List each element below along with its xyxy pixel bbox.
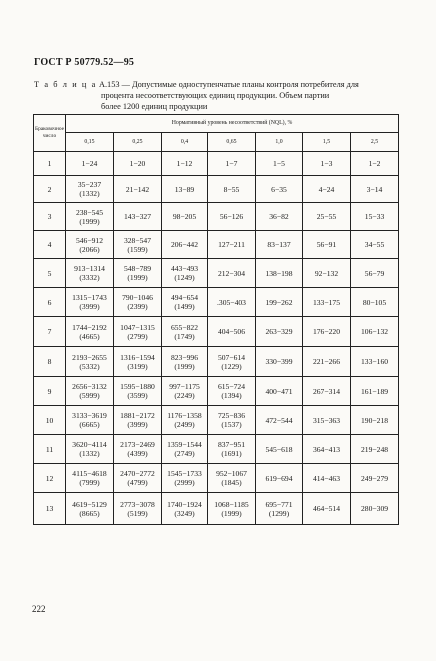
nql-level-cell: 0,65 — [208, 133, 256, 152]
plan-cell — [208, 317, 256, 347]
sample-size-range: 98−205 — [172, 212, 197, 221]
sample-size-range: 823−996 — [170, 352, 199, 362]
sample-size-range: 3−14 — [366, 184, 383, 194]
lot-size-limit: (1332) — [79, 449, 100, 458]
plan-cell — [66, 288, 114, 317]
plan-cell — [162, 203, 208, 231]
plan-cell — [303, 347, 351, 377]
sample-size-range: 56−91 — [316, 240, 337, 249]
sample-size-range: 695−771 — [265, 499, 293, 509]
plan-cell — [114, 435, 162, 464]
sample-size-range: 127−211 — [218, 240, 245, 249]
plan-cell — [162, 464, 208, 493]
nql-level-cell: 1,5 — [303, 133, 351, 152]
table-row — [34, 203, 399, 231]
plan-cell — [66, 203, 114, 231]
plan-cell — [256, 464, 303, 493]
lot-size-limit: (1749) — [174, 331, 195, 341]
lot-size-limit: (3332) — [79, 273, 100, 282]
lot-size-limit: (1999) — [221, 508, 242, 518]
table-row — [34, 435, 399, 464]
plan-cell — [162, 347, 208, 377]
plan-cell — [351, 317, 399, 347]
nql-level-cell: 0,25 — [114, 133, 162, 152]
sample-size-range: 400−471 — [265, 386, 293, 396]
lot-size-limit: (6665) — [79, 420, 100, 429]
sample-size-range: 56−79 — [364, 268, 385, 278]
plan-cell — [66, 152, 114, 176]
plan-cell — [208, 347, 256, 377]
sample-size-range: 1−3 — [320, 159, 333, 168]
table-row — [34, 317, 399, 347]
plan-cell — [66, 231, 114, 259]
plan-cell — [351, 406, 399, 435]
sample-size-range: 133−160 — [360, 357, 389, 366]
lot-size-limit: (4399) — [127, 449, 148, 458]
plan-cell — [66, 464, 114, 493]
sample-size-range: 548−789 — [123, 264, 152, 273]
lot-size-limit: (1599) — [127, 244, 148, 254]
lot-size-limit: (5332) — [79, 361, 100, 371]
lot-size-limit: (1999) — [127, 273, 148, 282]
acceptance-plans-table — [33, 114, 399, 525]
lot-size-limit: (3999) — [79, 302, 100, 311]
lot-size-limit: (3199) — [127, 361, 148, 371]
sample-size-range: 2773−3078 — [120, 499, 155, 509]
sample-size-range: 997−1175 — [169, 382, 200, 391]
sample-size-range: 3133−3619 — [72, 411, 107, 420]
plan-cell — [256, 259, 303, 288]
sample-size-range: 1−2 — [368, 159, 381, 168]
plan-cell — [162, 176, 208, 203]
sample-size-range: 1359−1544 — [167, 440, 202, 449]
lot-size-limit: (4799) — [127, 478, 148, 487]
plan-cell — [162, 435, 208, 464]
plan-cell — [114, 176, 162, 203]
sample-size-range: 1−12 — [176, 159, 193, 168]
plan-cell — [66, 377, 114, 406]
plan-cell — [256, 231, 303, 259]
sample-size-range: 913−1314 — [74, 264, 105, 273]
plan-cell — [162, 377, 208, 406]
sample-size-range: 212−304 — [217, 268, 246, 278]
plan-cell — [351, 377, 399, 406]
page-number: 222 — [32, 604, 46, 614]
lot-size-limit: (4665) — [79, 331, 100, 341]
sample-size-range: 1315−1743 — [72, 293, 107, 302]
plan-cell — [208, 203, 256, 231]
plan-cell — [303, 464, 351, 493]
batch-number-cell: 3 — [34, 203, 66, 231]
plan-cell — [114, 317, 162, 347]
lot-size-limit: (1845) — [221, 478, 242, 487]
plan-cell — [256, 435, 303, 464]
table-row — [34, 288, 399, 317]
nql-level-cell: 0,15 — [66, 133, 114, 152]
plan-cell — [303, 152, 351, 176]
sample-size-range: 56−126 — [219, 212, 244, 221]
sample-size-range: 1744−2192 — [72, 322, 107, 332]
plan-cell — [256, 493, 303, 525]
plan-cell — [208, 435, 256, 464]
plan-cell — [351, 435, 399, 464]
nql-level-header: Нормативный уровень несоответствий (NQL), % — [66, 115, 399, 133]
sample-size-range: 176−220 — [312, 327, 341, 336]
plan-cell — [114, 406, 162, 435]
plan-cell — [66, 493, 114, 525]
plan-cell — [256, 377, 303, 406]
sample-size-range: 2173−2469 — [120, 440, 155, 449]
sample-size-range: 1−20 — [129, 159, 146, 168]
sample-size-range: 21−142 — [125, 184, 150, 194]
plan-cell — [114, 203, 162, 231]
nql-level-cell: 0,4 — [162, 133, 208, 152]
sample-size-range: 80−105 — [362, 297, 387, 307]
sample-size-range: 8−55 — [223, 184, 240, 194]
sample-size-range: 6−35 — [271, 184, 287, 194]
plan-cell — [351, 347, 399, 377]
batch-number-cell: 11 — [34, 435, 66, 464]
nql-level-cell: 1,0 — [256, 133, 303, 152]
sample-size-range: 2656−3132 — [72, 382, 107, 391]
plan-cell — [351, 152, 399, 176]
standard-code: ГОСТ Р 50779.52—95 — [34, 57, 135, 68]
plan-cell — [256, 347, 303, 377]
sample-size-range: 267−314 — [312, 386, 341, 396]
table-row — [34, 259, 399, 288]
plan-cell — [303, 493, 351, 525]
sample-size-range: 13−89 — [174, 184, 195, 194]
lot-size-limit: (1229) — [221, 361, 242, 371]
sample-size-range: 263−329 — [265, 327, 293, 336]
sample-size-range: 1316−1594 — [120, 352, 155, 362]
table-row — [34, 377, 399, 406]
lot-size-limit: (2749) — [174, 449, 195, 458]
plan-cell — [256, 203, 303, 231]
table-row — [34, 464, 399, 493]
lot-size-limit: (2999) — [174, 478, 195, 487]
lot-size-limit: (5999) — [79, 391, 100, 400]
sample-size-range: 546−912 — [75, 235, 104, 245]
batch-number-cell: 12 — [34, 464, 66, 493]
sample-size-range: 952−1067 — [216, 469, 247, 478]
plan-cell — [256, 317, 303, 347]
sample-size-range: .305−403 — [217, 297, 246, 307]
sample-size-range: 161−189 — [360, 386, 389, 396]
sample-size-range: 83−137 — [267, 240, 291, 249]
plan-cell — [303, 288, 351, 317]
lot-size-limit: (3999) — [127, 420, 148, 429]
lot-size-limit: (1249) — [174, 273, 195, 282]
sample-size-range: 106−132 — [360, 327, 389, 336]
sample-size-range: 280−309 — [360, 504, 389, 513]
sample-size-range: 330−399 — [265, 357, 293, 366]
sample-size-range: 1176−1358 — [167, 411, 202, 420]
sample-size-range: 4115−4618 — [72, 469, 107, 478]
batch-number-cell: 9 — [34, 377, 66, 406]
lot-size-limit: (1999) — [174, 361, 195, 371]
plan-cell — [351, 231, 399, 259]
sample-size-range: 199−262 — [265, 297, 293, 307]
plan-cell — [303, 406, 351, 435]
sample-size-range: 315−363 — [312, 415, 341, 425]
batch-number-cell: 6 — [34, 288, 66, 317]
plan-cell — [114, 288, 162, 317]
sample-size-range: 619−694 — [265, 473, 293, 483]
sample-size-range: 328−547 — [123, 235, 152, 245]
sample-size-range: 1595−1880 — [120, 382, 155, 391]
sample-size-range: 494−654 — [170, 293, 199, 302]
sample-size-range: 35−237 — [77, 180, 102, 189]
plan-cell — [208, 231, 256, 259]
lot-size-limit: (1691) — [221, 449, 242, 458]
batch-number-cell: 13 — [34, 493, 66, 525]
sample-size-range: 4619−5129 — [72, 499, 107, 509]
caption-line-1 — [34, 79, 406, 90]
table-row — [34, 152, 399, 176]
lot-size-limit: (3249) — [174, 508, 195, 518]
sample-size-range: 1−7 — [225, 159, 238, 168]
plan-cell — [114, 493, 162, 525]
table-caption — [34, 79, 406, 112]
sample-size-range: 36−82 — [269, 212, 289, 221]
plan-cell — [303, 176, 351, 203]
lot-size-limit: (7999) — [79, 478, 100, 487]
table-row — [34, 176, 399, 203]
lot-size-limit: (2499) — [174, 420, 195, 429]
lot-size-limit: (2066) — [79, 244, 100, 254]
batch-number-cell: 8 — [34, 347, 66, 377]
lot-size-limit: (2249) — [174, 391, 195, 400]
sample-size-range: 25−55 — [316, 212, 337, 221]
plan-cell — [256, 406, 303, 435]
plan-cell — [351, 288, 399, 317]
table-row — [34, 406, 399, 435]
sample-size-range: 1740−1924 — [167, 499, 202, 509]
sample-size-range: 143−327 — [123, 212, 152, 221]
sample-size-range: 2193−2655 — [72, 352, 107, 362]
nql-level-cell: 2,5 — [351, 133, 399, 152]
sample-size-range: 545−618 — [265, 444, 293, 454]
plan-cell — [256, 288, 303, 317]
plan-cell — [256, 176, 303, 203]
plan-cell — [66, 406, 114, 435]
plan-cell — [66, 317, 114, 347]
plan-cell — [66, 176, 114, 203]
plan-cell — [162, 493, 208, 525]
batch-number-cell: 7 — [34, 317, 66, 347]
plan-cell — [114, 231, 162, 259]
plan-cell — [303, 259, 351, 288]
sample-size-range: 206−442 — [170, 240, 199, 249]
lot-size-limit: (1394) — [221, 391, 242, 400]
lot-size-limit: (1499) — [174, 302, 195, 311]
lot-size-limit: (1537) — [221, 420, 242, 429]
lot-size-limit: (5199) — [127, 508, 148, 518]
plan-cell — [162, 406, 208, 435]
plan-cell — [303, 231, 351, 259]
plan-cell — [66, 435, 114, 464]
plan-cell — [114, 377, 162, 406]
sample-size-range: 249−279 — [360, 473, 389, 483]
plan-cell — [66, 259, 114, 288]
table-body — [34, 152, 399, 525]
sample-size-range: 1068−1185 — [214, 499, 249, 509]
sample-size-range: 507−614 — [217, 352, 246, 362]
sample-size-range: 1545−1733 — [167, 469, 202, 478]
sample-size-range: 414−463 — [312, 473, 341, 483]
plan-cell — [162, 317, 208, 347]
batch-number-header: Браковочное число — [34, 115, 66, 152]
caption-label: Т а б л и ц а — [34, 80, 97, 89]
plan-cell — [162, 152, 208, 176]
plan-cell — [114, 347, 162, 377]
plan-cell — [351, 464, 399, 493]
plan-cell — [208, 176, 256, 203]
plan-cell — [162, 259, 208, 288]
caption-line-3: более 1200 единиц продукции — [101, 102, 208, 111]
lot-size-limit: (2399) — [127, 302, 148, 311]
plan-cell — [66, 347, 114, 377]
plan-cell — [114, 259, 162, 288]
sample-size-range: 15−33 — [364, 212, 385, 221]
table-row — [34, 493, 399, 525]
batch-number-cell: 2 — [34, 176, 66, 203]
sample-size-range: 472−544 — [265, 415, 293, 425]
sample-size-range: 837−951 — [217, 440, 246, 449]
caption-line-2: процента несоответствующих единиц продукции. Объем партии — [101, 91, 330, 100]
plan-cell — [256, 152, 303, 176]
batch-number-cell: 10 — [34, 406, 66, 435]
sample-size-range: 92−132 — [314, 268, 339, 278]
plan-cell — [208, 406, 256, 435]
batch-number-cell: 5 — [34, 259, 66, 288]
plan-cell — [351, 176, 399, 203]
plan-cell — [351, 493, 399, 525]
batch-number-cell: 4 — [34, 231, 66, 259]
plan-cell — [208, 493, 256, 525]
lot-size-limit: (2799) — [127, 331, 148, 341]
plan-cell — [303, 435, 351, 464]
sample-size-range: 364−413 — [312, 444, 341, 454]
lot-size-limit: (3599) — [127, 391, 148, 400]
lot-size-limit: (8665) — [79, 508, 100, 518]
sample-size-range: 190−218 — [360, 415, 389, 425]
table-row — [34, 231, 399, 259]
sample-size-range: 725−836 — [217, 411, 246, 420]
plan-cell — [208, 464, 256, 493]
batch-number-cell: 1 — [34, 152, 66, 176]
sample-size-range: 790−1046 — [122, 293, 153, 302]
lot-size-limit: (1999) — [79, 216, 100, 226]
sample-size-range: 655−822 — [170, 322, 199, 332]
sample-size-range: 443−493 — [170, 264, 199, 273]
plan-cell — [351, 259, 399, 288]
plan-cell — [162, 288, 208, 317]
sample-size-range: 3620−4114 — [72, 440, 107, 449]
table-row — [34, 347, 399, 377]
plan-cell — [114, 152, 162, 176]
nql-levels-row — [34, 133, 399, 152]
sample-size-range: 615−724 — [217, 382, 246, 391]
plan-cell — [208, 152, 256, 176]
sample-size-range: 221−266 — [312, 357, 341, 366]
caption-text-1: А.153 — Допустимые одноступенчатые планы контроля потребителя для — [96, 80, 359, 89]
plan-cell — [303, 203, 351, 231]
sample-size-range: 1−5 — [273, 159, 285, 168]
plan-cell — [208, 377, 256, 406]
plan-cell — [303, 377, 351, 406]
lot-size-limit: (1299) — [268, 508, 290, 518]
sample-size-range: 133−175 — [312, 297, 341, 307]
sample-size-range: 219−248 — [360, 444, 389, 454]
sample-size-range: 34−55 — [364, 240, 385, 249]
sample-size-range: 4−24 — [318, 184, 335, 194]
plan-cell — [351, 203, 399, 231]
plan-cell — [208, 288, 256, 317]
sample-size-range: 464−514 — [312, 504, 341, 513]
sample-size-range: 404−506 — [217, 327, 246, 336]
plan-cell — [162, 231, 208, 259]
plan-cell — [114, 464, 162, 493]
sample-size-range: 238−545 — [75, 207, 104, 217]
sample-size-range: 1047−1315 — [120, 322, 155, 332]
plan-cell — [303, 317, 351, 347]
sample-size-range: 1881−2172 — [120, 411, 155, 420]
sample-size-range: 138−198 — [265, 268, 293, 278]
lot-size-limit: (1332) — [79, 189, 100, 198]
sample-size-range: 1−24 — [81, 159, 98, 168]
plan-cell — [208, 259, 256, 288]
sample-size-range: 2470−2772 — [120, 469, 155, 478]
